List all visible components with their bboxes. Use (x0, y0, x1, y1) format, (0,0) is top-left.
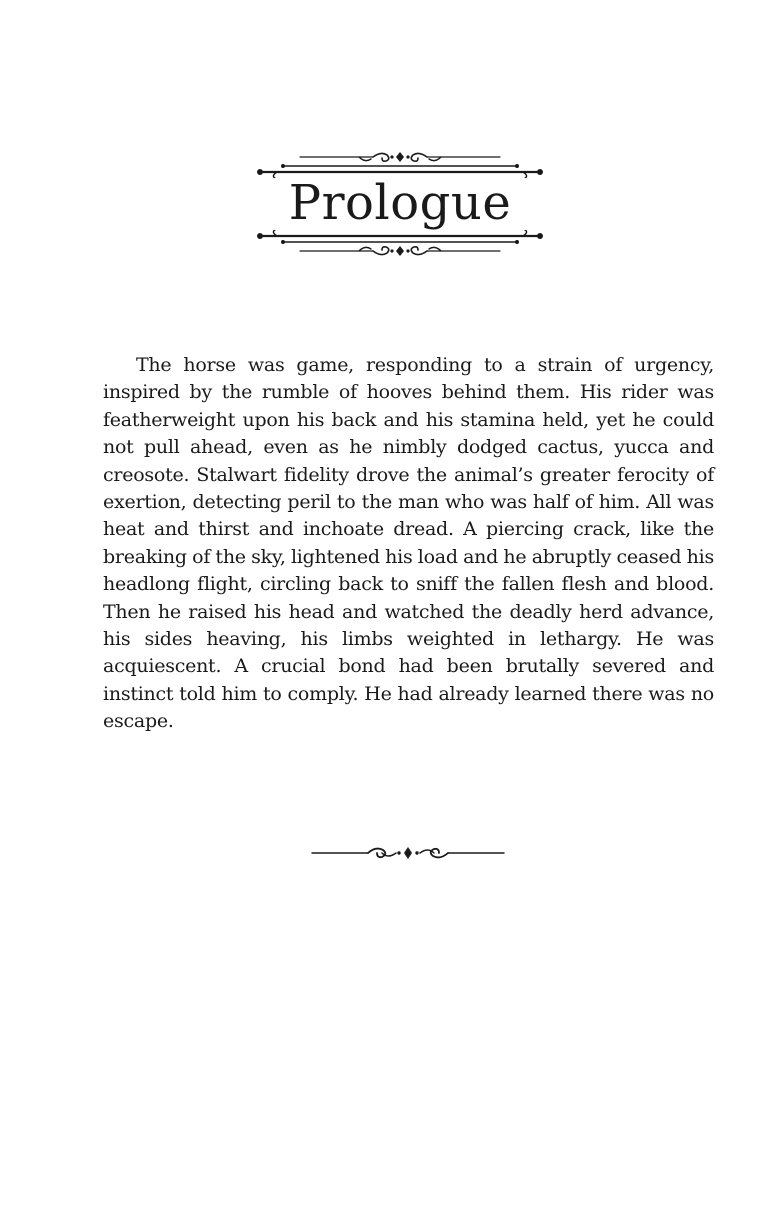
flourish-divider-icon (310, 842, 506, 864)
prologue-paragraph: The horse was game, responding to a strain of urgency, inspired by the rumble of hooves behind them. His rider was featherweight upon his back and his stamina held, yet he could not pull ahead, even as he nimbly dodged cactus, yucca and creosote. Stalwart fidelity drove the animal’s greater ferocity of exertion, detecting peril to the man who was half of him. All was heat and thirst and inchoate dread. A piercing crack, like the breaking of the sky, lightened his load and he abruptly ceased his headlong flight, circling back to sniff the fallen flesh and blood. Then he raised his head and watched the deadly herd advance, his sides heaving, his limbs weighted in lethargy. He was acquiescent. A crucial bond had been brutally severed and instinct told him to comply. He had already learned there was no escape. (103, 354, 714, 733)
flourish-divider-icon (255, 230, 545, 262)
chapter-title: Prologue (288, 175, 512, 231)
